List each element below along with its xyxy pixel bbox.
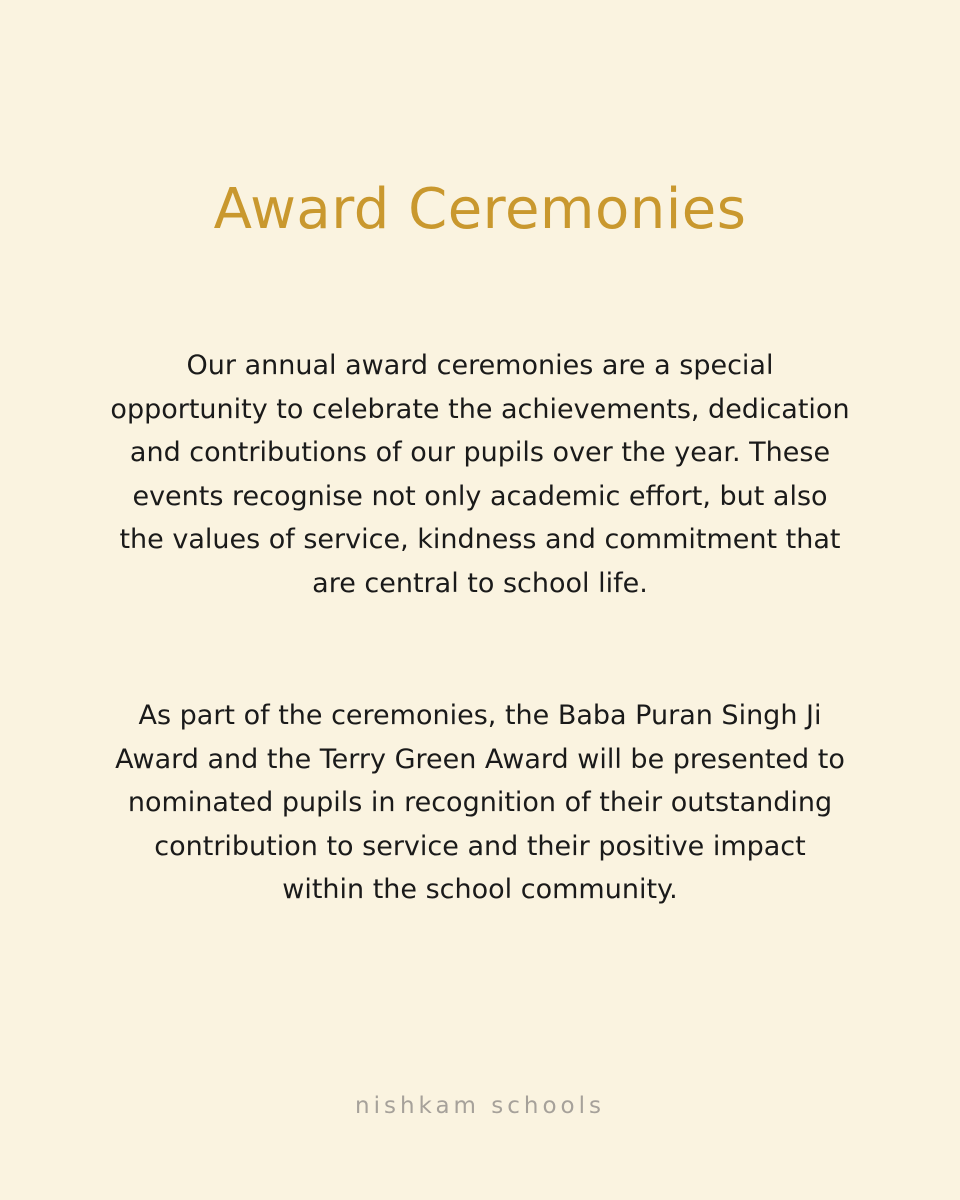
awards-paragraph: As part of the ceremonies, the Baba Puran Singh Ji Award and the Terry Green Award will be presented to nominated pupils in recognition of their outstanding contribution to service and their positive impact within the school community. — [115, 700, 845, 906]
intro-paragraph: Our annual award ceremonies are a special opportunity to celebrate the achievements, dedication and contributions of our pupils over the year. These events recognise not only academic effort, but also the values of service, kindness and commitment that are central to school life. — [110, 350, 850, 599]
page-title: Award Ceremonies — [213, 177, 747, 242]
footer-wordmark: nishkam schools — [355, 1093, 605, 1119]
